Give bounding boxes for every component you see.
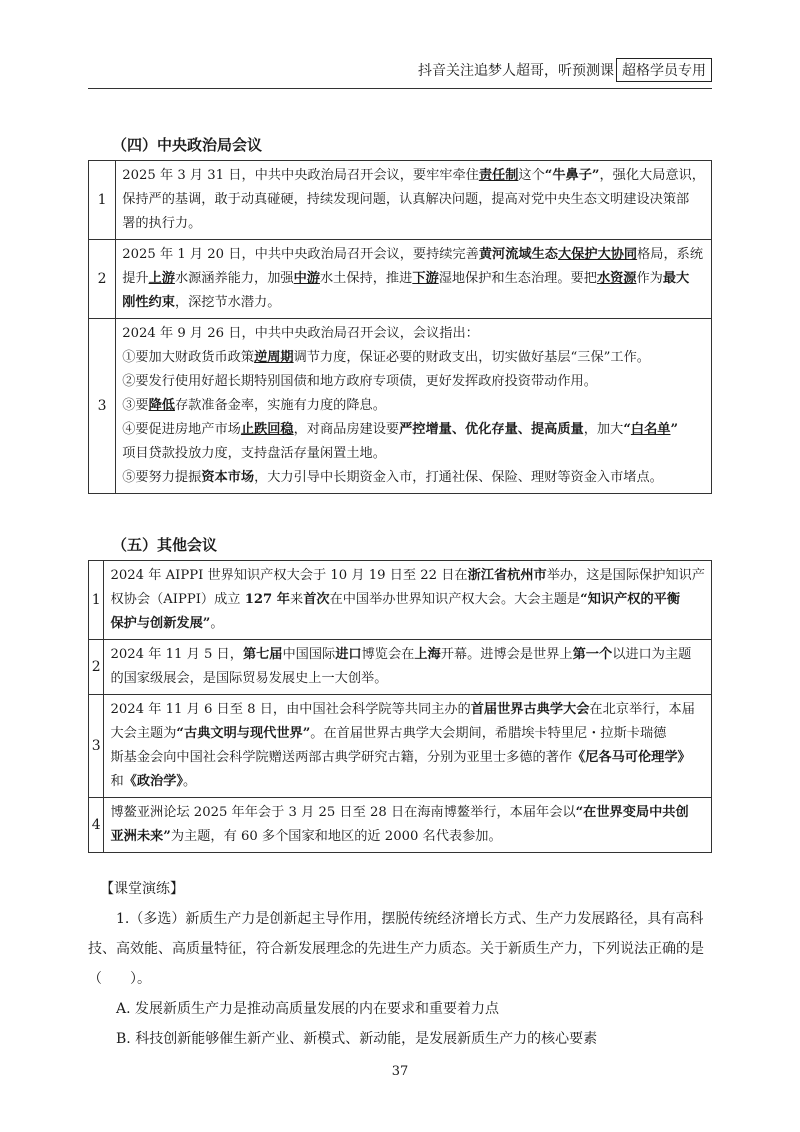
emphasis-text: 水资源 [596,271,637,286]
text-segment: ③要 [122,398,149,413]
emphasis-text: “在世界变局中共创 [575,805,689,820]
text-segment: 开幕。进博会是世界上 [440,647,573,662]
emphasis-text: “古典文明与现代世界” [176,726,311,741]
content-line [122,164,705,188]
text-segment: 存款准备金率，实施有力度的降息。 [174,398,386,413]
content-line [110,722,705,746]
content-line [122,394,705,418]
text-segment: 格局，系统 [637,247,704,262]
text-segment: 。在首届世界古典学大会期间，希腊埃卡特里尼・拉斯卡瑞德 [310,726,667,741]
row-number: 1 [89,161,116,240]
emphasis-text: 刚性约束 [122,295,175,310]
other-meeting-row [89,561,712,640]
text-segment: 博览会在 [361,647,415,662]
row-number: 1 [89,561,104,640]
emphasis-text: 首次 [303,592,330,607]
row-content [104,695,712,798]
politburo-meetings-table [88,160,712,494]
content-line [122,188,705,212]
emphasis-text: 大保护大协同 [557,247,638,262]
emphasis-text: 严控增量、优化存量、提高质量 [399,422,584,437]
emphasis-text: 第一个 [572,647,613,662]
content-line [110,667,705,691]
practice-label: 【课堂演练】 [100,881,184,897]
row-content [116,240,712,319]
emphasis-text: 下游 [412,271,439,286]
text-segment: 在中国举办世界知识产权大会。大会主题是 [329,592,581,607]
emphasis-text: 中游 [293,271,320,286]
emphasis-text: 保护与创新发展” [110,616,211,631]
header-divider [88,88,712,89]
other-meetings-body [89,561,712,853]
text-segment: 以进口为主题 [612,647,692,662]
text-segment: 来 [290,592,304,607]
text-segment: ④要促进房地产市场 [122,422,241,437]
text-segment: 湿地保护和生态治理。要把 [438,271,597,286]
page-number: 37 [391,1064,409,1079]
row-content [116,319,712,494]
emphasis-text: 第七届 [242,647,283,662]
politburo-meeting-row [89,240,712,319]
row-number: 3 [89,319,116,494]
content-line [110,801,705,825]
other-meeting-row [89,640,712,695]
text-segment: 这个 [518,168,545,183]
emphasis-text: 上游 [148,271,175,286]
other-meeting-row [89,798,712,853]
emphasis-text: ” [670,422,679,437]
emphasis-text: 止跌回稳 [240,422,294,437]
emphasis-text: 责任制 [478,168,519,183]
politburo-meeting-row [89,161,712,240]
text-segment: 中国国际 [282,647,336,662]
content-line [122,466,705,490]
row-number: 2 [89,240,116,319]
content-line [122,346,705,370]
content-line [110,825,705,849]
content-line [110,612,705,636]
text-segment: 的国家级展会，是国际贸易发展史上一大创举。 [110,671,388,686]
emphasis-text: 《政治学》 [123,774,184,789]
content-line [122,442,705,466]
emphasis-text: 首届世界古典学大会 [470,702,590,717]
text-segment: 斯基金会向中国社会科学院赠送两部古典学研究古籍，分别为亚里士多德的著作 [110,750,573,765]
text-segment: 博鳌亚洲论坛 2025 年年会于 3 月 25 日至 28 日在海南博鳌举行，本届年会以 [110,805,576,820]
emphasis-text: 资本市场 [201,470,255,485]
text-segment: 2024 年 AIPPI 世界知识产权大会于 10 月 19 日至 22 日在 [110,568,468,583]
emphasis-text: 《尼各马可伦理学》 [572,750,691,765]
text-segment: 作为 [636,271,663,286]
text-segment: 举办，这是国际保护知识产 [546,568,705,583]
row-content [104,640,712,695]
emphasis-text: 最大 [662,271,690,286]
content-line [122,418,705,442]
text-segment: 调节力度，保证必要的财政支出，切实做好基层“三保”工作。 [293,350,650,365]
content-line [122,291,705,315]
emphasis-text: 127 年 [244,592,290,607]
politburo-meeting-row [89,319,712,494]
text-segment: 为主题，有 60 多个国家和地区的近 2000 名代表参加。 [170,829,502,844]
practice-question: 1.（多选）新质生产力是创新起主导作用，摆脱传统经济增长方式、生产力发展路径，具有高科技、高效能、高质量特征，符合新发展理念的先进生产力质态。关于新质生产力，下列说法正确的是（ ）。 [88,911,704,987]
section-title-central-politburo: （四）中央政治局会议 [112,136,263,154]
content-line [110,588,705,612]
text-segment: 项目贷款投放力度，支持盘活存量闲置土地。 [122,446,386,461]
text-segment: 。 [210,616,224,631]
text-segment: 2025 年 1 月 20 日，中共中央政治局召开会议，要持续完善 [122,247,479,262]
text-segment: ①要加大财政货币政策 [122,350,255,365]
content-line [110,643,705,667]
text-segment: ②要发行使用好超长期特别国债和地方政府专项债，更好发挥政府投资带动作用。 [122,374,597,389]
text-segment: 提升 [122,271,149,286]
practice-section [88,874,712,1054]
emphasis-text: “ [623,422,631,437]
header-text: 抖音关注追梦人超哥，听预测课 [418,63,614,79]
emphasis-text: 进口 [335,647,362,662]
emphasis-text: 黄河流域生态 [478,247,558,262]
text-segment: 2024 年 11 月 5 日， [110,647,243,662]
content-line [110,770,705,794]
row-content [116,161,712,240]
text-segment: 保持严的基调，敢于动真碰硬，持续发现问题，认真解决问题，提高对党中央生态文明建设决策部 [122,192,690,207]
text-segment: 。 [183,774,197,789]
emphasis-text: 白名单 [630,422,671,437]
text-segment: ，加大 [583,422,624,437]
option-b: B. 科技创新能够催生新产业、新模式、新动能，是发展新质生产力的核心要素 [116,1031,598,1047]
emphasis-text: 亚洲未来” [110,829,171,844]
emphasis-text: 降低 [148,398,175,413]
content-line [110,746,705,770]
page-header [418,58,712,82]
text-segment: 署的执行力。 [122,216,202,231]
text-segment: 水源涵养能力，加强 [174,271,294,286]
text-segment: 在北京举行，本届 [589,702,695,717]
emphasis-text: “牛鼻子” [544,168,600,183]
content-line [122,370,705,394]
politburo-meetings-body [89,161,712,494]
content-line [110,564,705,588]
text-segment: 2024 年 9 月 26 日，中共中央政治局召开会议，会议指出： [122,326,479,341]
content-line [122,322,705,346]
option-a: A. 发展新质生产力是推动高质量发展的内在要求和重要着力点 [116,1001,500,1017]
emphasis-text: 浙江省杭州市 [467,568,547,583]
row-number: 2 [89,640,104,695]
emphasis-text: “知识产权的平衡 [580,592,681,607]
text-segment: 大会主题为 [110,726,177,741]
emphasis-text: 逆周期 [254,350,294,365]
text-segment: ，对商品房建设要 [293,422,400,437]
section-title-other-meetings: （五）其他会议 [112,536,218,554]
row-content [104,798,712,853]
header-badge: 超格学员专用 [616,58,712,82]
text-segment: 水土保持，推进 [320,271,413,286]
content-line [110,698,705,722]
text-segment: 2024 年 11 月 6 日至 8 日，由中国社会科学院等共同主办的 [110,702,471,717]
other-meetings-table [88,560,712,853]
content-line [122,267,705,291]
row-content [104,561,712,640]
row-number: 4 [89,798,104,853]
text-segment: ，强化大局意识， [599,168,705,183]
content-line [122,243,705,267]
text-segment: ，深挖节水潜力。 [174,295,281,310]
other-meeting-row [89,695,712,798]
text-segment: 权协会（AIPPI）成立 [110,592,245,607]
text-segment: 2025 年 3 月 31 日，中共中央政治局召开会议，要牢牢牵住 [122,168,479,183]
text-segment: 和 [110,774,124,789]
content-line [122,212,705,236]
text-segment: ，大力引导中长期资金入市，打通社保、保险、理财等资金入市堵点。 [254,470,663,485]
emphasis-text: 上海 [414,647,441,662]
text-segment: ⑤要努力提振 [122,470,202,485]
row-number: 3 [89,695,104,798]
